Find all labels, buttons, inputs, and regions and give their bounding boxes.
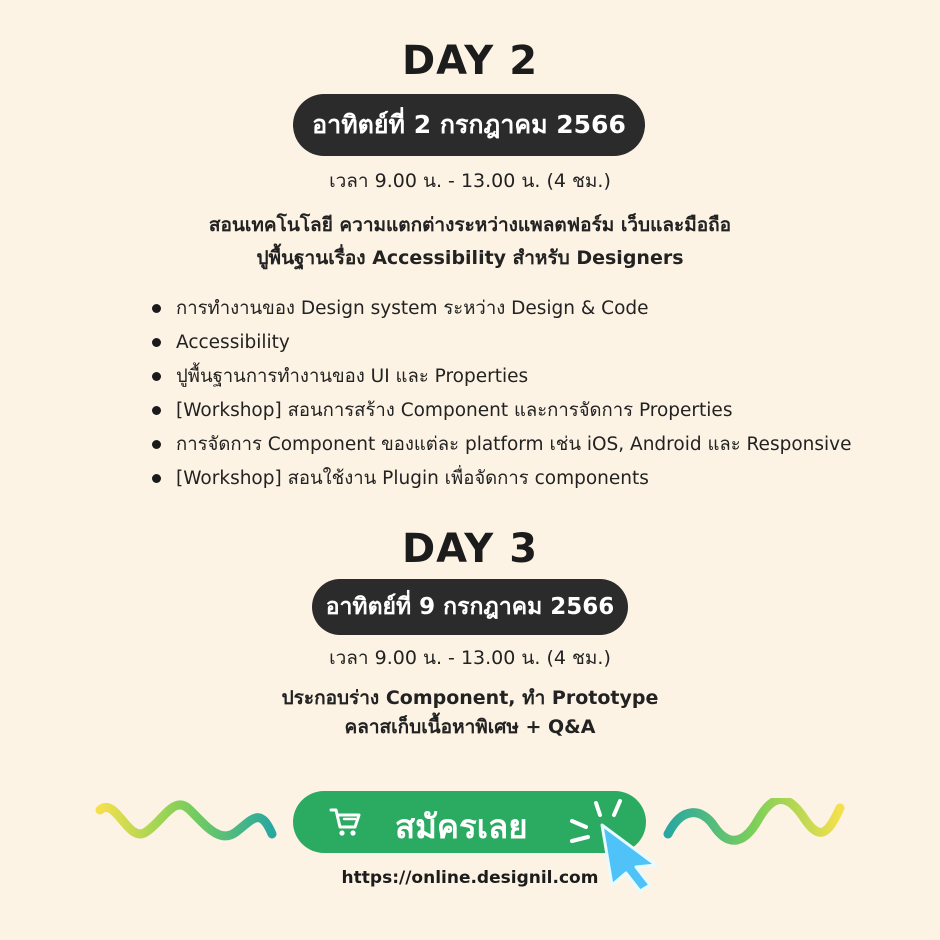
topic-text: [Workshop] สอนใช้งาน Plugin เพื่อจัดการ components — [176, 468, 649, 489]
register-button-label: สมัครเลย — [395, 807, 528, 846]
website-url[interactable]: https://online.designil.com — [341, 868, 599, 888]
list-item — [150, 428, 851, 462]
topic-text: [Workshop] สอนการสร้าง Component และการจัดการ Properties — [176, 400, 733, 421]
cart-icon — [329, 806, 363, 838]
bullet-icon — [152, 440, 161, 449]
topic-text: การทำงานของ Design system ระหว่าง Design & Code — [176, 298, 649, 319]
day3-description-line2: คลาสเก็บเนื้อหาพิเศษ + Q&A — [344, 716, 596, 738]
topic-text: ปูพื้นฐานการทำงานของ UI และ Properties — [176, 366, 529, 387]
list-item — [150, 292, 851, 326]
bullet-icon — [152, 372, 161, 381]
list-item — [150, 394, 851, 428]
day3-description-line1: ประกอบร่าง Component, ทำ Prototype — [281, 687, 659, 709]
left-wave-decoration — [94, 798, 278, 846]
day3-time: เวลา 9.00 น. - 13.00 น. (4 ชม.) — [329, 647, 611, 669]
bullet-icon — [152, 474, 161, 483]
day2-description-line1: สอนเทคโนโลยี ความแตกต่างระหว่างแพลตฟอร์ม เว็บและมือถือ — [208, 214, 732, 236]
list-item — [150, 360, 851, 394]
bullet-icon — [152, 406, 161, 415]
day3-date-pill: อาทิตย์ที่ 9 กรกฎาคม 2566 — [312, 579, 628, 635]
right-wave-decoration — [662, 798, 846, 846]
day2-time: เวลา 9.00 น. - 13.00 น. (4 ชม.) — [329, 170, 611, 192]
bullet-icon — [152, 338, 161, 347]
list-item — [150, 326, 851, 360]
topic-text: Accessibility — [176, 332, 290, 353]
day2-topic-list — [150, 292, 851, 496]
day2-date-pill: อาทิตย์ที่ 2 กรกฎาคม 2566 — [293, 94, 645, 156]
day2-description-line2: ปูพื้นฐานเรื่อง Accessibility สำหรับ Designers — [256, 247, 684, 269]
day3-title: DAY 3 — [401, 526, 539, 572]
day2-title: DAY 2 — [401, 38, 539, 84]
bullet-icon — [152, 304, 161, 313]
topic-text: การจัดการ Component ของแต่ละ platform เช่น iOS, Android และ Responsive — [176, 434, 852, 455]
list-item — [150, 462, 851, 496]
